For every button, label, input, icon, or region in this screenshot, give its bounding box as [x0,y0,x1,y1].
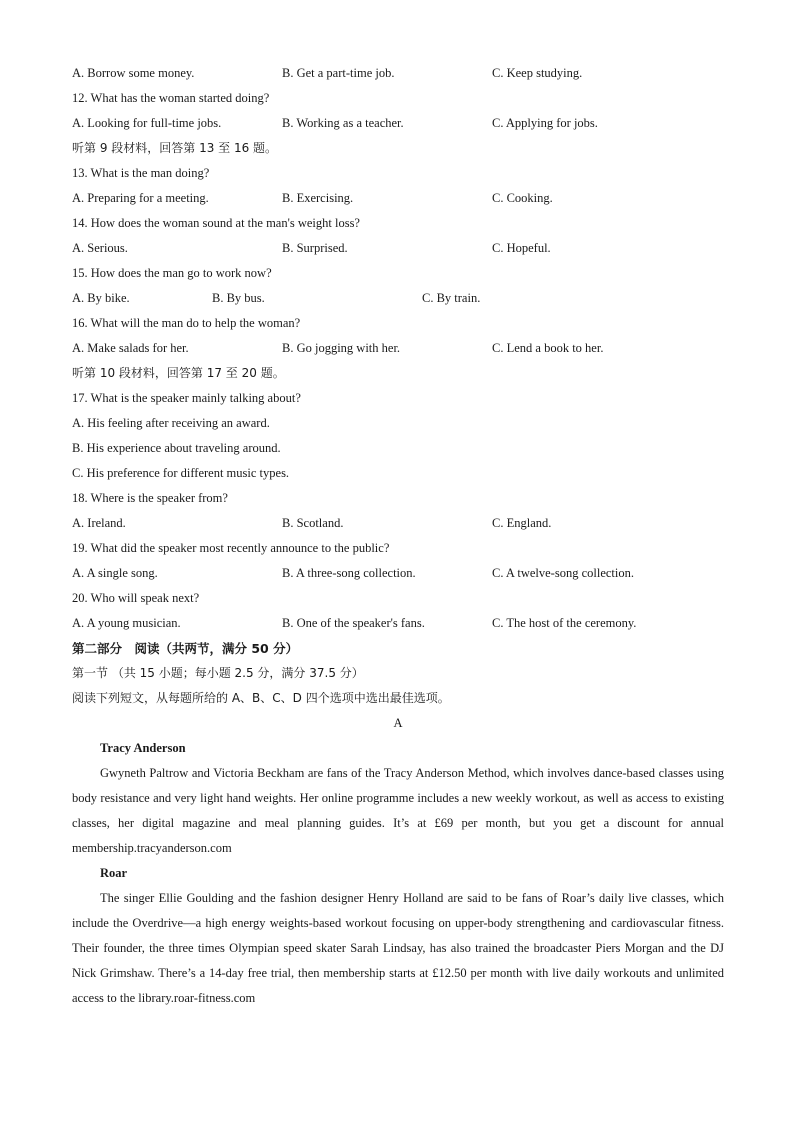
q19-question: 19. What did the speaker most recently announce to the public? [72,541,390,555]
q18-question: 18. Where is the speaker from? [72,491,228,505]
listening-instruction-10: 听第 10 段材料，回答第 17 至 20 题。 [72,366,285,380]
q17-question: 17. What is the speaker mainly talking about? [72,391,301,405]
q13-option-c: C. Cooking. [492,191,553,205]
q15-options [72,286,724,311]
q12-option-a: A. Looking for full-time jobs. [72,116,222,130]
q12-options [72,111,724,136]
q17-option-c: C. His preference for different music types. [72,466,290,480]
q19-option-b: B. A three-song collection. [282,566,416,580]
q18-option-b: B. Scotland. [282,516,344,530]
q20-option-a: A. A young musician. [72,616,181,630]
q19-option-a: A. A single song. [72,566,158,580]
q16-option-b: B. Go jogging with her. [282,341,401,355]
q15-question: 15. How does the man go to work now? [72,266,272,280]
reading-instruction: 阅读下列短文，从每题所给的 A、B、C、D 四个选项中选出最佳选项。 [72,691,450,705]
q14-option-a: A. Serious. [72,241,128,255]
q13-options [72,186,724,211]
part2-title: 第二部分 阅读（共两节，满分 50 分） [72,641,299,656]
q14-question: 14. How does the woman sound at the man's weight loss? [72,216,360,230]
exam-page [72,61,724,1011]
q11-option-c: C. Keep studying. [492,66,583,80]
q18-options [72,511,724,536]
q11-options [72,61,724,86]
q20-question: 20. Who will speak next? [72,591,200,605]
passage-paragraph-roar: The singer Ellie Goulding and the fashion designer Henry Holland are said to be fans of Roar’s daily live classes, which include the Overdrive—a high energy weights-based workout focusing on upper-body strengthening and cardiovascular fitness. Their founder, the three times Olympian speed skater Sarah Lindsay, has also trained the broadcaster Piers Morgan and the DJ Nick Grimshaw. There’s a 14-day free trial, then membership starts at £12.50 per month with live daily workouts and unlimited access to the library.roar-fitness.com [72,891,724,1005]
q19-option-c: C. A twelve-song collection. [492,566,634,580]
q12-question: 12. What has the woman started doing? [72,91,270,105]
q13-option-b: B. Exercising. [282,191,354,205]
q14-option-c: C. Hopeful. [492,241,551,255]
q17-option-b: B. His experience about traveling around. [72,441,281,455]
q14-option-b: B. Surprised. [282,241,348,255]
q13-option-a: A. Preparing for a meeting. [72,191,209,205]
q11-option-a: A. Borrow some money. [72,66,195,80]
section1-title: 第一节 （共 15 小题；每小题 2.5 分，满分 37.5 分） [72,666,364,680]
passage-label: A [393,716,403,730]
q16-option-c: C. Lend a book to her. [492,341,604,355]
q16-question: 16. What will the man do to help the woman? [72,316,301,330]
q20-option-b: B. One of the speaker's fans. [282,616,425,630]
passage-heading-tracy-anderson: Tracy Anderson [100,741,186,755]
q17-option-a: A. His feeling after receiving an award. [72,416,270,430]
q20-option-c: C. The host of the ceremony. [492,616,637,630]
q19-options [72,561,724,586]
q11-option-b: B. Get a part-time job. [282,66,395,80]
q12-option-b: B. Working as a teacher. [282,116,404,130]
q18-option-a: A. Ireland. [72,516,126,530]
q12-option-c: C. Applying for jobs. [492,116,598,130]
q16-option-a: A. Make salads for her. [72,341,189,355]
q14-options [72,236,724,261]
q15-option-a: A. By bike. [72,291,130,305]
q15-option-c: C. By train. [422,291,481,305]
q18-option-c: C. England. [492,516,552,530]
listening-instruction-9: 听第 9 段材料，回答第 13 至 16 题。 [72,141,278,155]
q15-option-b: B. By bus. [212,291,265,305]
passage-heading-roar: Roar [100,866,128,880]
q13-question: 13. What is the man doing? [72,166,210,180]
q20-options [72,611,724,636]
passage-paragraph-tracy-anderson: Gwyneth Paltrow and Victoria Beckham are fans of the Tracy Anderson Method, which involves dance-based classes using body resistance and very light hand weights. Her online programme includes a new weekly workout, as well as access to existing classes, her digital magazine and meal planning guides. It’s at £69 per month, but you get a discount for annual membership.tracyanderson.com [72,766,724,855]
q16-options [72,336,724,361]
